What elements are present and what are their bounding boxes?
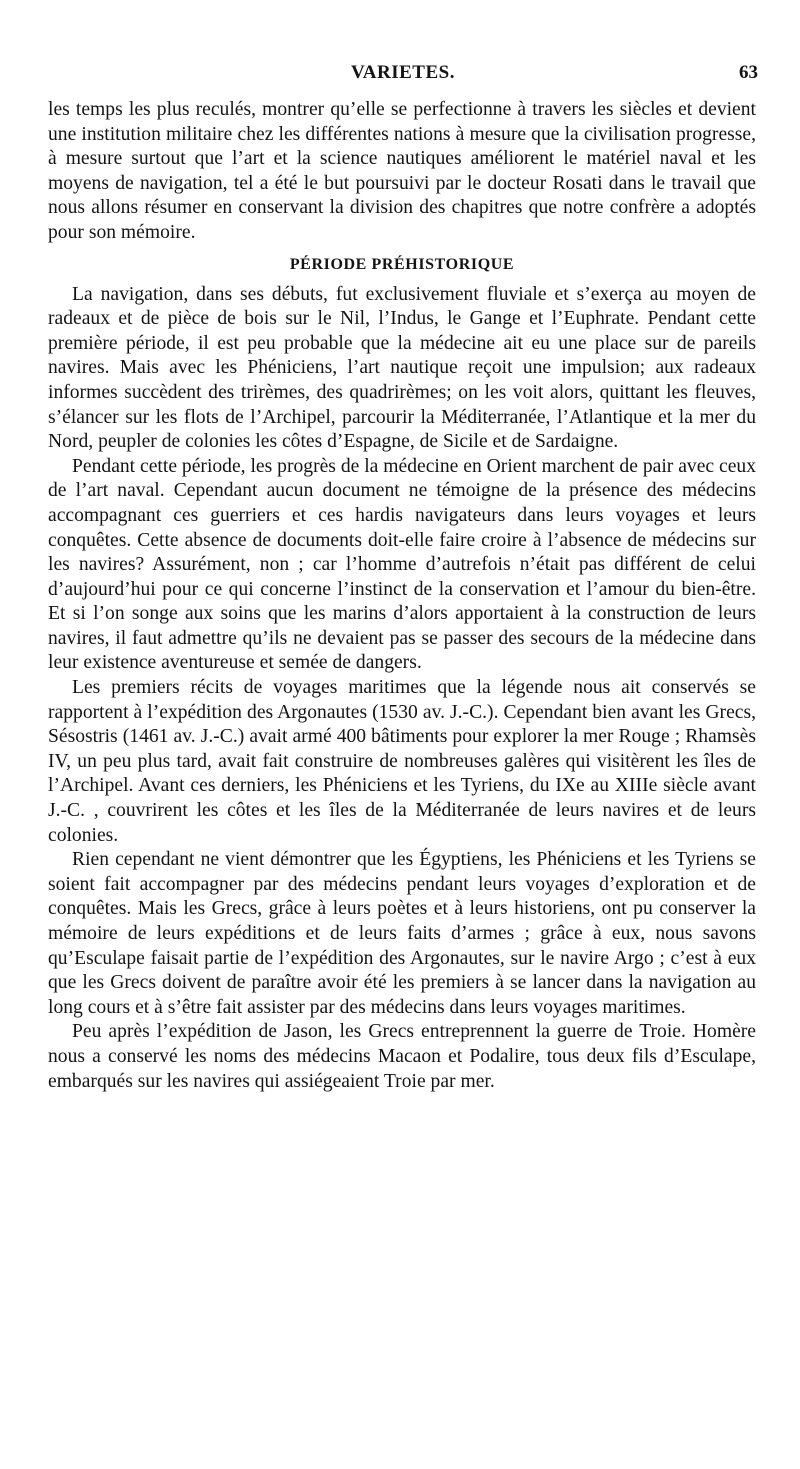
paragraph-continued: les temps les plus reculés, montrer qu’elle se perfectionne à travers les siècles et devient une institution militaire chez les différentes nations à mesure que la civilisation progresse, à mesure surtout que l’art et la science nautiques améliorent le matériel naval et les moyens de navigation, tel a été le but poursuivi par le docteur Rosati dans le travail que nous allons résumer en conservant la division des chapitres que notre confrère a adoptés pour son mémoire. xyxy=(48,99,756,243)
paragraph: Pendant cette période, les progrès de la médecine en Orient marchent de pair avec ceux de l’art naval. Cependant aucun document ne témoigne de la présence des médecins accompagnant ces guerriers et ces hardis navigateurs dans leurs voyages et leurs conquêtes. Cette absence de documents doit-elle faire croire à l’absence de médecins sur les navires? Assurément, non ; car l’homme d’autrefois n’était pas différent de celui d’aujourd’hui pour ce qui concerne l’instinct de la conservation et l’amour du bien-être. Et si l’on songe aux soins que les marins d’alors apportaient à la construction de leurs navires, il faut admettre qu’ils ne devaient pas se passer des secours de la médecine dans leur existence aventureuse et semée de dangers. xyxy=(48,455,756,674)
page-number: 63 xyxy=(739,62,758,83)
paragraph: Peu après l’expédition de Jason, les Grecs entreprennent la guerre de Troie. Homère nous a conservé les noms des médecins Macaon et Podalire, tous deux fils d’Esculape, embarqués sur les navires qui assiégeaient Troie par mer. xyxy=(48,1021,756,1092)
paragraph: Les premiers récits de voyages maritimes que la légende nous ait conservés se rapportent à l’expédition des Argonautes (1530 av. J.-C.). Cependant bien avant les Grecs, Sésostris (1461 av. J.-C.) avait armé 400 bâtiments pour explorer la mer Rouge ; Rhamsès IV, un peu plus tard, avait fait construire de nombreuses galères qui visitèrent les îles de l’Archipel. Avant ces derniers, les Phéniciens et les Tyriens, du IXe au XIIIe siècle avant J.-C. , couvrirent les côtes et les îles de la Méditerranée de leurs navires et de leurs colonies. xyxy=(48,677,756,846)
section-heading: PÉRIODE PRÉHISTORIQUE xyxy=(289,255,515,273)
paragraph: La navigation, dans ses débuts, fut exclusivement fluviale et s’exerça au moyen de radeaux et de pièce de bois sur le Nil, l’Indus, le Gange et l’Euphrate. Pendant cette première période, il est peu probable que la médecine ait eu une place sur de pareils navires. Mais avec les Phéniciens, l’art nautique reçoit une impulsion; aux radeaux informes succèdent des trirèmes, des quadrirèmes; on les voit alors, quittant les fleuves, s’élancer sur les flots de l’Archipel, parcourir la Méditerranée, l’Atlantique et la mer du Nord, peupler de colonies les côtes d’Espagne, de Sicile et de Sardaigne. xyxy=(48,283,756,453)
paragraph: Rien cependant ne vient démontrer que les Égyptiens, les Phéniciens et les Tyriens se soient fait accompagner par des médecins pendant leurs voyages d’exploration et de conquêtes. Mais les Grecs, grâce à leurs poètes et à leurs historiens, ont pu conserver la mémoire de leurs expéditions et de leurs faits d’armes ; grâce à eux, nous savons qu’Esculape faisait partie de l’expédition des Argonautes, sur le navire Argo ; c’est à eux que les Grecs doivent de paraître avoir été les premiers à se lancer dans la navigation au long cours et à s’être fait assister par des médecins dans leurs voyages maritimes. xyxy=(48,849,756,1018)
running-head xyxy=(48,62,758,88)
running-title: VARIETES. xyxy=(351,62,455,83)
body-text xyxy=(48,98,756,1094)
